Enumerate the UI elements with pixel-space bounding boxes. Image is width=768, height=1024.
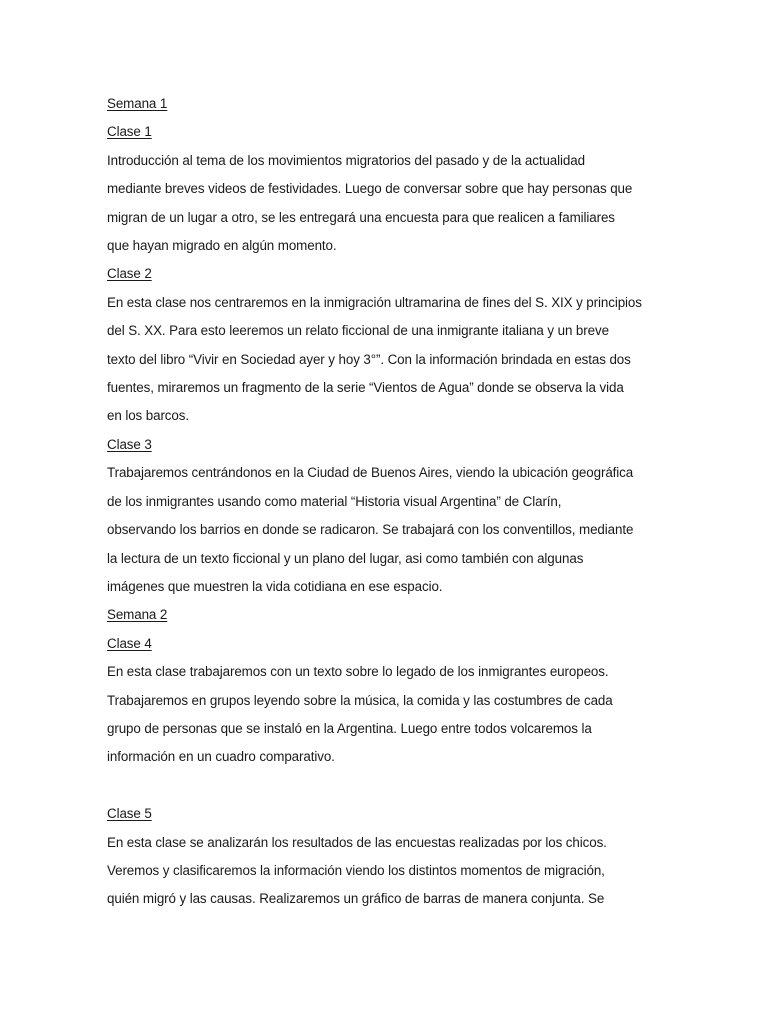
paragraph-line: información en un cuadro comparativo. xyxy=(107,749,335,765)
paragraph-line: mediante breves videos de festividades. Luego de conversar sobre que hay personas que xyxy=(107,181,633,197)
paragraph-line: grupo de personas que se instaló en la Argentina. Luego entre todos volcaremos la xyxy=(107,720,592,736)
section-heading: Clase 4 xyxy=(107,635,152,651)
paragraph xyxy=(107,147,667,261)
paragraph-line: del S. XX. Para esto leeremos un relato ficcional de una inmigrante italiana y un breve xyxy=(107,323,609,339)
paragraph-line: de los inmigrantes usando como material “Historia visual Argentina” de Clarín, xyxy=(107,493,562,509)
paragraph xyxy=(107,658,667,772)
document-page xyxy=(107,90,667,914)
paragraph-line: Introducción al tema de los movimientos migratorios del pasado y de la actualidad xyxy=(107,152,585,168)
section-heading: Clase 5 xyxy=(107,806,152,822)
section-heading: Clase 1 xyxy=(107,124,152,140)
section-heading: Semana 2 xyxy=(107,607,168,623)
section-heading: Semana 1 xyxy=(107,96,168,111)
paragraph-line: en los barcos. xyxy=(107,408,189,424)
paragraph-line: migran de un lugar a otro, se les entregará una encuesta para que realicen a familiares xyxy=(107,209,615,225)
paragraph-line: En esta clase trabajaremos con un texto sobre lo legado de los inmigrantes europeos. xyxy=(107,664,609,680)
paragraph-line: Trabajaremos en grupos leyendo sobre la música, la comida y las costumbres de cada xyxy=(107,692,613,708)
paragraph xyxy=(107,829,667,914)
blank-line xyxy=(107,772,667,800)
paragraph-line: Trabajaremos centrándonos en la Ciudad de Buenos Aires, viendo la ubicación geográfica xyxy=(107,465,634,481)
paragraph-line: En esta clase nos centraremos en la inmigración ultramarina de fines del S. XIX y principios xyxy=(107,294,642,310)
paragraph xyxy=(107,459,667,601)
section-heading: Clase 2 xyxy=(107,266,152,282)
paragraph-line: fuentes, miraremos un fragmento de la serie “Vientos de Agua” donde se observa la vida xyxy=(107,380,624,396)
section-heading: Clase 3 xyxy=(107,436,152,452)
paragraph-line: En esta clase se analizarán los resultados de las encuestas realizadas por los chicos. xyxy=(107,834,607,850)
paragraph-line: quién migró y las causas. Realizaremos un gráfico de barras de manera conjunta. Se xyxy=(107,891,605,907)
paragraph-line: texto del libro “Vivir en Sociedad ayer y hoy 3°”. Con la información brindada en estas dos xyxy=(107,351,631,367)
paragraph-line: Veremos y clasificaremos la información viendo los distintos momentos de migración, xyxy=(107,862,605,878)
paragraph-line: imágenes que muestren la vida cotidiana en ese espacio. xyxy=(107,578,443,594)
paragraph-line: observando los barrios en donde se radicaron. Se trabajará con los conventillos, mediante xyxy=(107,522,634,538)
paragraph xyxy=(107,289,667,431)
paragraph-line: la lectura de un texto ficcional y un plano del lugar, asi como también con algunas xyxy=(107,550,584,566)
paragraph-line: que hayan migrado en algún momento. xyxy=(107,238,337,254)
